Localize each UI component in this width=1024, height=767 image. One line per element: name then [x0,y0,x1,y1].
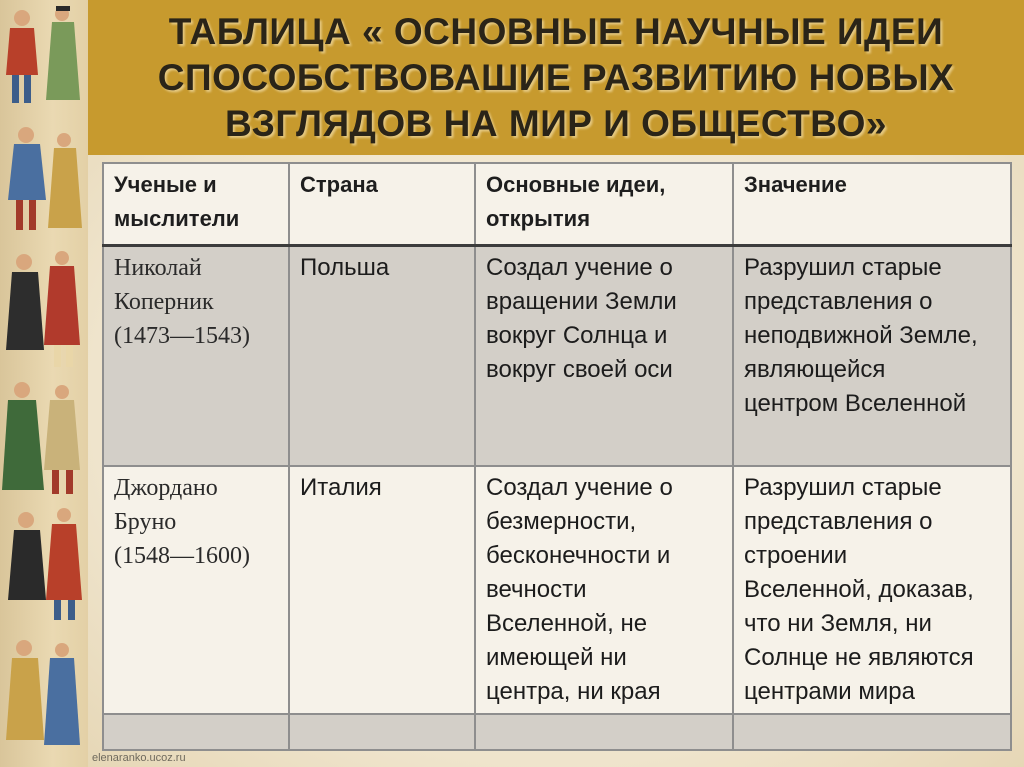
cell-text: Вселенной, доказав, [744,576,974,603]
cell-ideas [475,246,733,467]
cell-text: имеющей ни [486,644,627,671]
cell-text: являющейся [744,356,886,383]
cell-text: Италия [300,474,382,501]
cell-text: Вселенной, не [486,610,648,637]
cell-text: центром Вселенной [744,390,967,417]
cell-text: Создал учение о [486,474,673,501]
cell-text: представления о [744,288,933,315]
cell-text: Разрушил старые [744,254,942,281]
cell-text: Коперник [114,289,214,315]
cell-text: центра, ни края [486,678,661,705]
page-title [158,9,954,147]
cell-text: Бруно [114,509,177,535]
empty-cell [733,714,1011,750]
header-text: открытия [486,206,591,231]
figure-1 [6,6,80,103]
cell-text: Николай [114,255,202,281]
column-header-scientists [103,163,289,246]
figure-5 [8,508,82,620]
cell-country [289,246,475,467]
figure-3 [6,251,80,367]
figure-6 [6,640,80,745]
empty-cell [103,714,289,750]
cell-text: бесконечности и [486,542,671,569]
scientific-ideas-table [102,162,1012,751]
cell-text: Создал учение о [486,254,673,281]
column-header-country [289,163,475,246]
figure-2 [8,127,82,230]
cell-meaning [733,466,1011,714]
title-line-2: СПОСОБСТВОВАШИЕ РАЗВИТИЮ НОВЫХ [157,56,955,98]
title-band [88,0,1024,155]
empty-cell [289,714,475,750]
cell-scientist-name [103,246,289,467]
cell-ideas [475,466,733,714]
cell-text: Польша [300,254,390,281]
table-row [103,466,1011,714]
cell-text: что ни Земля, ни [744,610,932,637]
cell-text: центрами мира [744,678,915,705]
table-row-empty [103,714,1011,750]
table-header-row [103,163,1011,246]
figure-4 [2,382,80,494]
costume-figures-illustration [0,0,88,767]
cell-country [289,466,475,714]
cell-text: вечности [486,576,587,603]
empty-cell [475,714,733,750]
header-text: Ученые и [114,172,217,197]
cell-text: вокруг своей оси [486,356,673,383]
cell-text: Джордано [114,475,218,501]
cell-meaning [733,246,1011,467]
cell-text: Солнце не являются [744,644,974,671]
column-header-meaning [733,163,1011,246]
table-row [103,246,1011,467]
cell-text: представления о [744,508,933,535]
cell-text: неподвижной Земле, [744,322,978,349]
cell-text: строении [744,542,848,569]
header-text: мыслители [114,206,240,231]
header-text: Основные идеи, [486,172,666,197]
cell-scientist-name [103,466,289,714]
cell-text: (1548—1600) [114,543,250,569]
title-line-3: ВЗГЛЯДОВ НА МИР И ОБЩЕСТВО» [225,102,887,144]
decorative-figures-strip [0,0,88,767]
title-line-1: ТАБЛИЦА « ОСНОВНЫЕ НАУЧНЫЕ ИДЕИ [168,10,944,52]
cell-text: (1473—1543) [114,323,250,349]
cell-text: безмерности, [486,508,637,535]
column-header-ideas [475,163,733,246]
header-text: Значение [744,172,847,197]
watermark: elenaranko.ucoz.ru [92,752,186,764]
cell-text: вращении Земли [486,288,677,315]
cell-text: вокруг Солнца и [486,322,668,349]
cell-text: Разрушил старые [744,474,942,501]
header-text: Страна [300,172,378,197]
